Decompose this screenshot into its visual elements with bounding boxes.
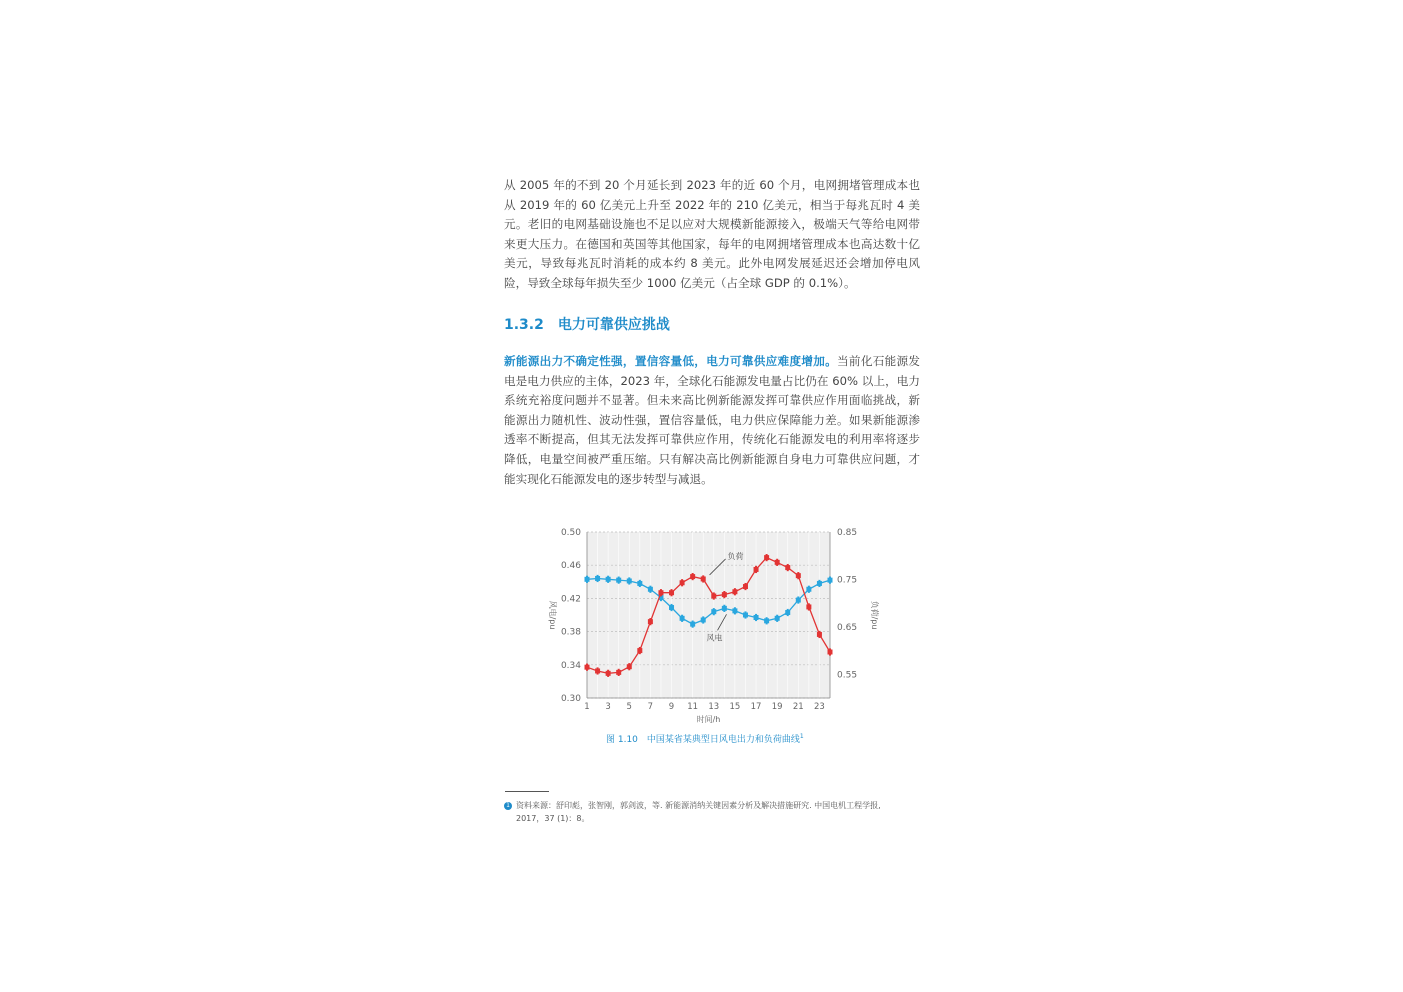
x-tick-label: 9 — [668, 702, 675, 712]
data-point-mark — [649, 586, 651, 593]
data-point-mark — [744, 583, 746, 590]
data-point-mark — [776, 615, 778, 622]
data-point-mark — [586, 576, 588, 583]
data-point-mark — [744, 611, 746, 618]
x-tick-label: 19 — [771, 702, 783, 712]
data-point-mark — [671, 604, 673, 611]
data-point-mark — [808, 586, 810, 593]
data-point-mark — [649, 618, 651, 625]
data-point-mark — [723, 605, 725, 612]
y-tick-label: 0.50 — [560, 528, 581, 538]
plot-area — [587, 532, 830, 698]
section-title: 电力可靠供应挑战 — [557, 317, 670, 333]
data-point-mark — [787, 609, 789, 616]
y2-tick-label: 0.75 — [837, 575, 858, 586]
data-point-mark — [681, 615, 683, 622]
data-point-mark — [639, 647, 641, 654]
y-tick-label: 0.34 — [560, 660, 581, 671]
data-point-mark — [692, 573, 694, 580]
figure-chart — [530, 518, 880, 732]
footnote — [504, 799, 924, 825]
section-heading — [504, 314, 670, 334]
data-point-mark — [607, 576, 609, 583]
data-point-mark — [671, 589, 673, 596]
data-point-mark — [787, 564, 789, 571]
x-tick-label: 17 — [750, 702, 762, 712]
data-point-mark — [766, 617, 768, 624]
x-tick-label: 5 — [626, 702, 632, 712]
x-tick-label: 11 — [687, 702, 699, 712]
y2-axis-title: 负荷/pu — [870, 600, 879, 630]
data-point-mark — [681, 579, 683, 586]
data-point-mark — [586, 664, 588, 671]
line-chart — [530, 518, 880, 732]
x-tick-label: 7 — [647, 702, 654, 712]
footnote-line-2: 2017，37 (1)：8。 — [516, 814, 590, 823]
annotation-label-wind: 风电 — [706, 633, 723, 643]
data-point-mark — [607, 670, 609, 677]
x-tick-label: 1 — [584, 702, 590, 712]
data-point-mark — [628, 663, 630, 670]
data-point-mark — [829, 577, 831, 584]
x-tick-label: 21 — [792, 702, 804, 712]
data-point-mark — [829, 648, 831, 655]
data-point-mark — [660, 589, 662, 596]
y-tick-label: 0.42 — [560, 594, 581, 605]
y-axis-title: 风电/pu — [548, 600, 557, 630]
data-point-mark — [702, 616, 704, 623]
x-tick-label: 13 — [708, 702, 720, 712]
body-paragraph-2 — [504, 352, 920, 489]
data-point-mark — [713, 592, 715, 599]
footnote-divider — [505, 791, 549, 792]
data-point-mark — [766, 554, 768, 561]
data-point-mark — [797, 596, 799, 603]
section-number: 1.3.2 — [504, 317, 544, 333]
data-point-mark — [692, 621, 694, 628]
x-axis-title: 时间/h — [696, 715, 721, 724]
y2-tick-label: 0.65 — [837, 622, 858, 633]
data-point-mark — [818, 631, 820, 638]
x-tick-label: 3 — [605, 702, 611, 712]
y-tick-label: 0.46 — [560, 561, 581, 572]
data-point-mark — [797, 572, 799, 579]
data-point-mark — [776, 559, 778, 566]
data-point-mark — [618, 577, 620, 584]
y2-tick-label: 0.55 — [837, 670, 858, 681]
data-point-mark — [597, 667, 599, 674]
data-point-mark — [818, 580, 820, 587]
data-point-mark — [618, 669, 620, 676]
data-point-mark — [702, 575, 704, 582]
y-tick-label: 0.30 — [560, 694, 581, 704]
data-point-mark — [713, 608, 715, 615]
data-point-mark — [597, 575, 599, 582]
y-tick-label: 0.38 — [560, 627, 581, 638]
annotation-label-load: 负荷 — [727, 551, 744, 561]
data-point-mark — [755, 614, 757, 621]
caption-footnote-marker: 1 — [799, 733, 804, 740]
data-point-mark — [734, 607, 736, 614]
data-point-mark — [755, 566, 757, 573]
paragraph-lead: 新能源出力不确定性强，置信容量低，电力可靠供应难度增加。 — [504, 354, 838, 368]
figure-caption — [606, 732, 804, 745]
footnote-line-1: 资料来源：舒印彪，张智刚，郭剑波，等. 新能源消纳关键因素分析及解决措施研究. 中国电机工程学报, — [516, 801, 881, 810]
info-icon: 1 — [504, 802, 512, 810]
data-point-mark — [628, 577, 630, 584]
x-tick-label: 15 — [729, 702, 741, 712]
data-point-mark — [639, 580, 641, 587]
body-paragraph-1: 从 2005 年的不到 20 个月延长到 2023 年的近 60 个月，电网拥堵管理成本也从 2019 年的 60 亿美元上升至 2022 年的 210 亿美元，相当于每兆瓦时 4 美元。老旧的电网基础设施也不足以应对大规模新能源接入，极端天气等给电网带来更大压力。在德国和英国等其他国家，每年的电网拥堵管理成本也高达数十亿美元，导致每兆瓦时消耗的成本约 8 美元。此外电网发展延迟还会增加停电风险，导致全球每年损失至少 1000 亿美元（占全球 GDP 的 0.1%）。 — [504, 178, 920, 290]
data-point-mark — [808, 603, 810, 610]
data-point-mark — [723, 591, 725, 598]
paragraph-body: 当前化石能源发电是电力供应的主体，2023 年，全球化石能源发电量占比仍在 60% 以上，电力系统充裕度问题并不显著。但未来高比例新能源发挥可靠供应作用面临挑战，新能源出力随机性、波动性强，置信容量低，电力供应保障能力差。如果新能源渗透率不断提高，但其无法发挥可靠供应作用，传统化石能源发电的利用率将逐步降低，电量空间被严重压缩。只有解决高比例新能源自身电力可靠供应问题，才能实现化石能源发电的逐步转型与减退。 — [504, 354, 920, 486]
data-point-mark — [734, 588, 736, 595]
x-tick-label: 23 — [814, 702, 825, 712]
y2-tick-label: 0.85 — [837, 528, 858, 538]
figure-caption-text: 图 1.10 中国某省某典型日风电出力和负荷曲线 — [606, 735, 800, 745]
